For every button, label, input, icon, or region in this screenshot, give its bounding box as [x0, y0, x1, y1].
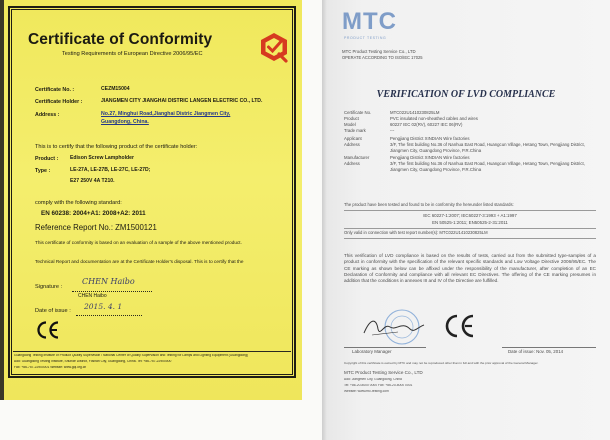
- signatory-rule: [344, 347, 426, 348]
- certificate-subtitle: Testing Requirements of European Directive 2006/95/EC: [62, 51, 203, 57]
- field-label: Address: [344, 141, 360, 147]
- product-value: Edison Screw Lampholder: [70, 155, 134, 161]
- address-line-2: Guangdong, China.: [101, 119, 149, 125]
- certificate-title: Certificate of Conformity: [28, 31, 213, 48]
- address-line-1: No.27, Minghui Road,Jianghai Distric Jiangmen City,: [101, 111, 231, 117]
- date-line: [76, 315, 142, 316]
- report-note: Only valid in connection with test report number(s): MTC022U1410230825LM: [344, 230, 488, 235]
- field-value: Pengjiang District XINDIAN Wire factories: [390, 135, 470, 141]
- mtc-logo-subtext: PRODUCT TESTING: [344, 36, 387, 40]
- standard-intro: comply with the following standard:: [35, 200, 122, 206]
- footer-line-1: Guangdong Testing Institute of Product Quality Supervision / National Center of Quality Supervision and Testing for Lamps and Lighting Equipment (Guangdong): [14, 354, 249, 357]
- printed-signatory-name: CHEN Haibo: [78, 293, 107, 299]
- standards-rule-top: [344, 210, 596, 211]
- field-label: Model: [344, 122, 356, 127]
- certificate-of-conformity: [0, 0, 302, 400]
- company-name: MTC Product Testing Service Co., LTD: [342, 49, 416, 54]
- type-line-1: LE-27A, LE-27B, LE-27C, LE-27D;: [70, 167, 151, 173]
- field-label: Applicant: [344, 135, 362, 141]
- certify-intro: This is to certify that the following product of the certificate holder:: [35, 144, 198, 150]
- certificate-holder-label: Certificate Holder :: [35, 99, 83, 105]
- handwritten-date: 2015. 4. 1: [84, 302, 123, 311]
- certificate-no-label: Certificate No. :: [35, 87, 75, 93]
- standards-rule-middle: [344, 228, 596, 229]
- footer-company: MTC Product Testing Service Co., LTD: [344, 370, 423, 375]
- certificate-fields: [344, 110, 596, 173]
- signature-label: Signature :: [35, 284, 63, 290]
- ce-mark-icon: [36, 321, 60, 339]
- field-value: 60227 IEC 02(RV), 60227 IEC 06(RV): [390, 122, 463, 127]
- field-label: Product: [344, 116, 359, 121]
- accreditation-note: OPERATE ACCORDING TO ISO/IEC 17025: [342, 55, 423, 60]
- lvd-compliance-verification: [322, 0, 610, 440]
- paragraph-technical-report: Technical Report and documentation are at the Certificate Holder's disposal. This is to certify that the: [35, 259, 244, 264]
- standard-iec: IEC 60227-1:2007; IEC60227-3:1993 + A1:1997: [423, 213, 517, 218]
- certificate-no-value: CEZM15004: [101, 86, 130, 92]
- standards-rule-bottom: [344, 238, 596, 239]
- footer-website: Website: www.mtc-testing.com: [344, 390, 389, 393]
- date-of-issue-label: Date of issue :: [35, 308, 71, 314]
- footer-address: Add: Jiangmen City, Guangdong, China: [344, 378, 402, 381]
- field-value: MTC022U1410230825LM: [390, 110, 440, 115]
- field-value: Pengjiang District XINDIAN Wire factories: [390, 155, 470, 160]
- type-line-2: E27 250V 4A T210.: [70, 178, 115, 184]
- date-rule: [502, 347, 596, 348]
- field-row-applicant-address: [344, 142, 596, 154]
- product-label: Product :: [35, 156, 59, 162]
- copyright-note: Copyright of this certificate is owned by MTC and may not be reproduced other than in full and with the prior approval of the General Manager.: [344, 362, 539, 365]
- type-label: Type :: [35, 168, 51, 174]
- ce-mark-icon: [444, 314, 476, 338]
- field-row-manufacturer-address: [344, 161, 596, 173]
- field-value: 3/F, The first building No.36 of Nanhua East Road, Huangcun Village, Hetang Town, Pengjiang District, Jiangmen City, Guangdong Province, P.R.China: [390, 141, 585, 153]
- field-row-trade-mark: [344, 128, 596, 134]
- field-label: Trade mark: [344, 128, 366, 133]
- date-of-issue: Date of issue: Nov. 05, 2014: [508, 349, 564, 354]
- tested-intro: The product have been tested and found to be in conformity the hereunder listed standards:: [344, 202, 514, 207]
- standard-en: EN 50525-1:2011; EN50525-2-31:2011: [432, 220, 508, 225]
- field-value: 3/F, The first building No.36 of Nanhua East Road, Huangcun Village, Hetang Town, Pengjiang District, Jiangmen City, Guangdong Province, P.R.China: [390, 161, 585, 172]
- compliance-paragraph: This verification of LVD compliance is based on the results of tests, carried out from the submitted type-samples of a product in conformity with the specification of the relevant specific standards and Low Voltage Directive 2006/95/EC. The CE marking as shown below can be affixed under the responsibility of the manufacturer, after completion of an EC Declaration of Conformity and compliance with all relevant EC Directives. The offering of the CE marking presumes in addition that the conditions in annexes III and IV of the Directive are fulfilled.: [344, 253, 596, 284]
- handwritten-signature: CHEN Haibo: [82, 277, 135, 286]
- field-value: ---: [390, 128, 395, 133]
- footer-phone: Tel: +86-20-8000 0000 Fax: +86-20-8000 0001: [344, 384, 413, 387]
- signatory-title: Laboratory Manager: [352, 349, 392, 354]
- footer-line-2: Add: Guangdong Testing Institute, Shunde District, Foshan City, Guangdong, China. Tel: +86-757-22900000: [14, 360, 172, 363]
- signature-stamp-icon: [358, 305, 428, 347]
- mtc-logo: MTC: [342, 8, 397, 35]
- testing-institute-logo-icon: [256, 29, 292, 65]
- field-label: Address: [344, 161, 360, 166]
- signature-line: [72, 291, 152, 292]
- footer-line-3: Fax: +86-757-22900001 Website: www.gqi.org.cn: [14, 366, 87, 369]
- field-label: Manufacturer: [344, 155, 370, 160]
- field-value: PVC insulated non-sheathed cables and wires: [390, 116, 478, 121]
- paragraph-evaluation: This certificate of conformity is based on an evaluation of a sample of the above mentioned product.: [35, 240, 242, 245]
- certificate-holder-value: JIANGMEN CITY JIANGHAI DISTRIC LANGEN ELECTRIC CO., LTD.: [101, 98, 263, 104]
- standard-value: EN 60238: 2004+A1: 2008+A2: 2011: [41, 210, 146, 217]
- verification-title: VERIFICATION OF LVD COMPLIANCE: [376, 89, 556, 100]
- address-label: Address :: [35, 112, 60, 118]
- field-label: Certificate No.: [344, 110, 372, 115]
- reference-report: Reference Report No.: ZM1500121: [35, 223, 157, 232]
- document-edge-shadow: [0, 0, 4, 400]
- footer-rule: [13, 351, 291, 352]
